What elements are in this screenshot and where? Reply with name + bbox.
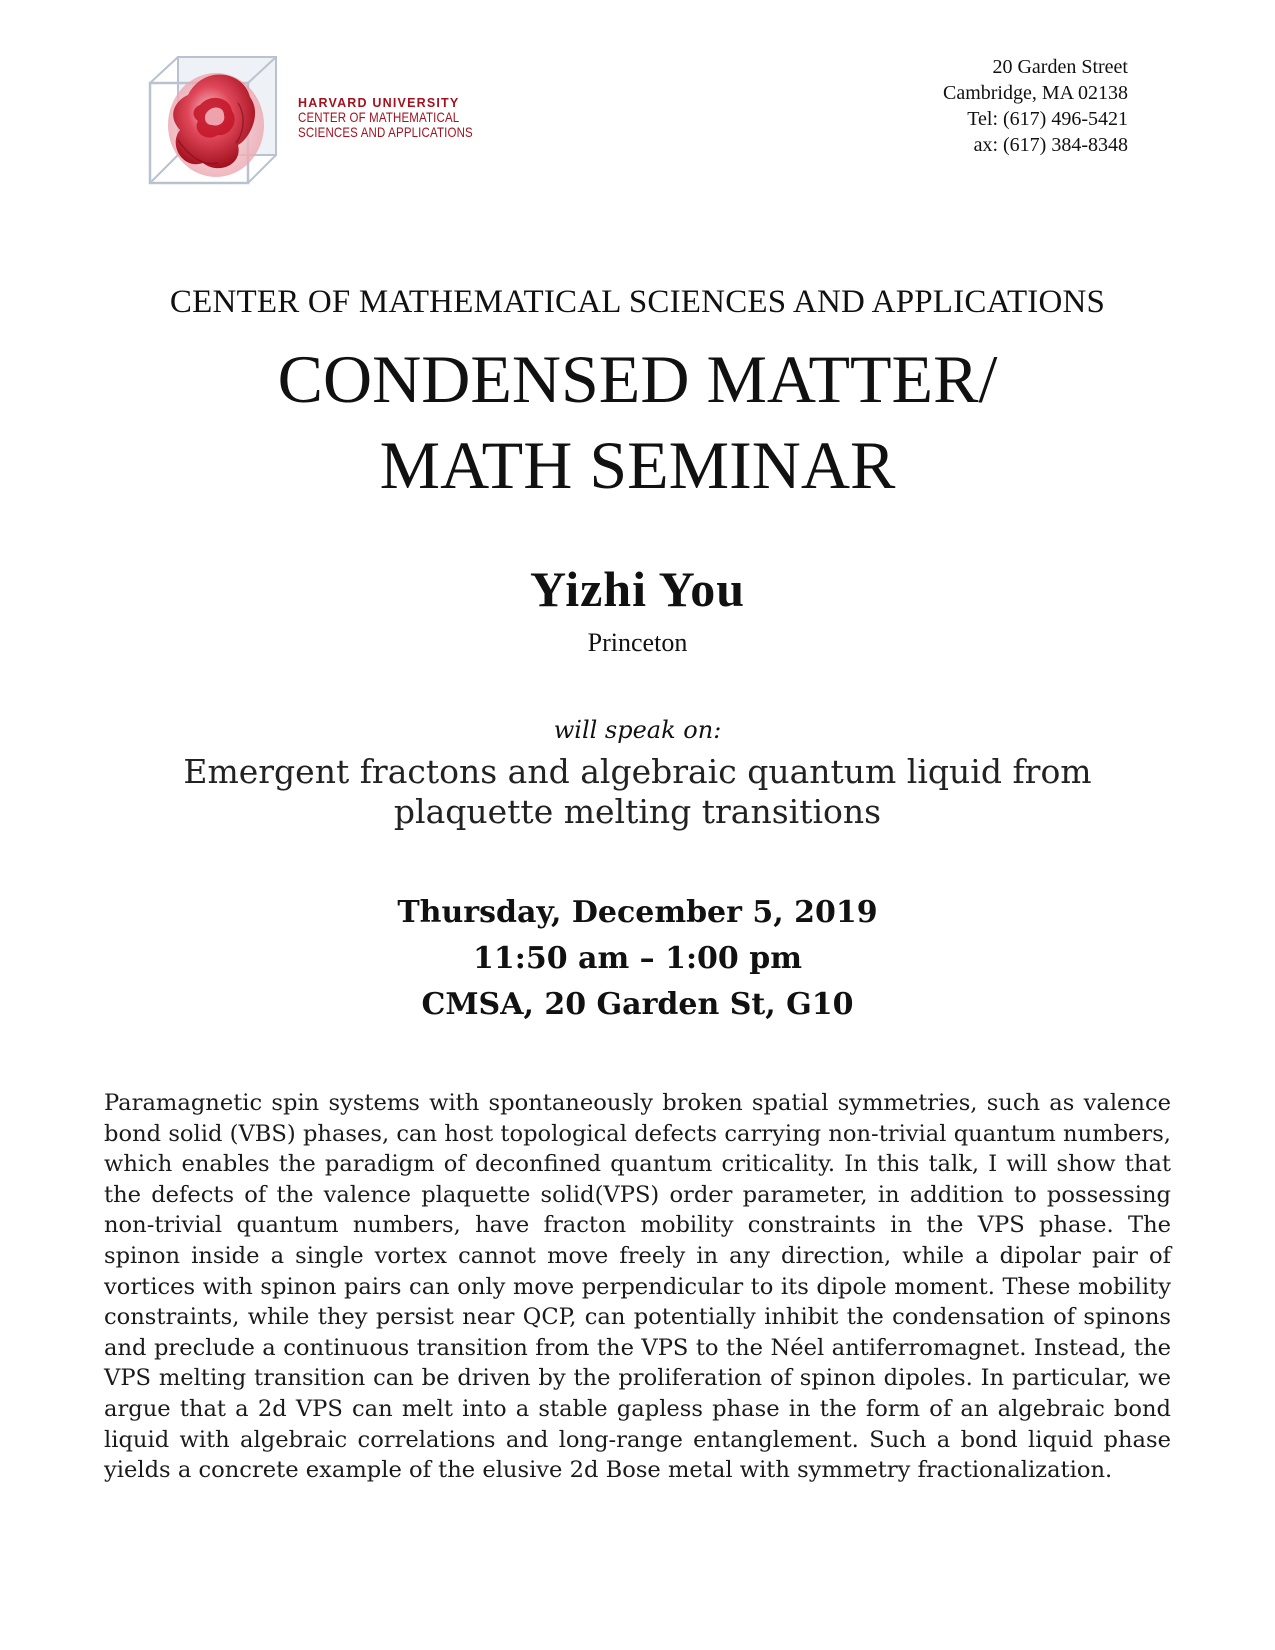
logo-center-line1: CENTER OF MATHEMATICAL — [298, 109, 460, 126]
event-location: CMSA, 20 Garden St, G10 — [421, 987, 854, 1022]
speaker-affiliation: Princeton — [587, 628, 688, 657]
seminar-title — [0, 336, 1275, 508]
talk-title-line1: Emergent fractons and algebraic quantum liquid from — [183, 752, 1092, 791]
event-date: Thursday, December 5, 2019 — [397, 895, 878, 930]
seminar-title-line2: MATH SEMINAR — [379, 427, 896, 503]
logo-university: HARVARD UNIVERSITY — [298, 96, 460, 110]
center-name-heading: CENTER OF MATHEMATICAL SCIENCES AND APPLICATIONS — [169, 284, 1106, 320]
abstract-text: Paramagnetic spin systems with spontaneously broken spatial symmetries, such as valence bond solid (VBS) phases, can host topological defects carrying non-trivial quantum numbers, which enables the paradigm of deconfined quantum criticality. In this talk, I will show that the defects of the valence plaquette solid(VPS) order parameter, in addition to possessing non-trivial quantum numbers, have fracton mobility constraints in the VPS phase. The spinon inside a single vortex cannot move freely in any direction, while a dipolar pair of vortices with spinon pairs can only move perpendicular to its dipole moment. These mobility constraints, while they persist near QCP, can potentially inhibit the condensation of spinons and preclude a continuous transition from the VPS to the Néel antiferromagnet. Instead, the VPS melting transition can be driven by the proliferation of spinon dipoles. In particular, we argue that a 2d VPS can melt into a stable gapless phase in the form of an algebraic bond liquid with algebraic correlations and long-range entanglement. Such a bond liquid phase yields a concrete example of the elusive 2d Bose metal with symmetry fractionalization. — [104, 1090, 1171, 1484]
speaker-name: Yizhi You — [529, 561, 746, 617]
seminar-title-line1: CONDENSED MATTER/ — [277, 341, 998, 417]
logo-wordmark — [298, 97, 511, 140]
talk-title — [140, 752, 1135, 832]
logo-center-line2: SCIENCES AND APPLICATIONS — [298, 123, 473, 140]
talk-title-line2: plaquette melting transitions — [393, 792, 882, 831]
address-street: 20 Garden Street — [992, 56, 1128, 78]
event-time: 11:50 am – 1:00 pm — [473, 941, 802, 976]
talk-intro: will speak on: — [553, 716, 722, 744]
address-fax: ax: (617) 384-8348 — [973, 134, 1128, 156]
event-details — [0, 890, 1275, 1028]
address-tel: Tel: (617) 496-5421 — [967, 108, 1128, 130]
cmsa-logo — [148, 45, 478, 195]
cube-logo-icon — [148, 45, 288, 195]
address-block — [943, 54, 1128, 158]
address-city: Cambridge, MA 02138 — [943, 82, 1128, 104]
